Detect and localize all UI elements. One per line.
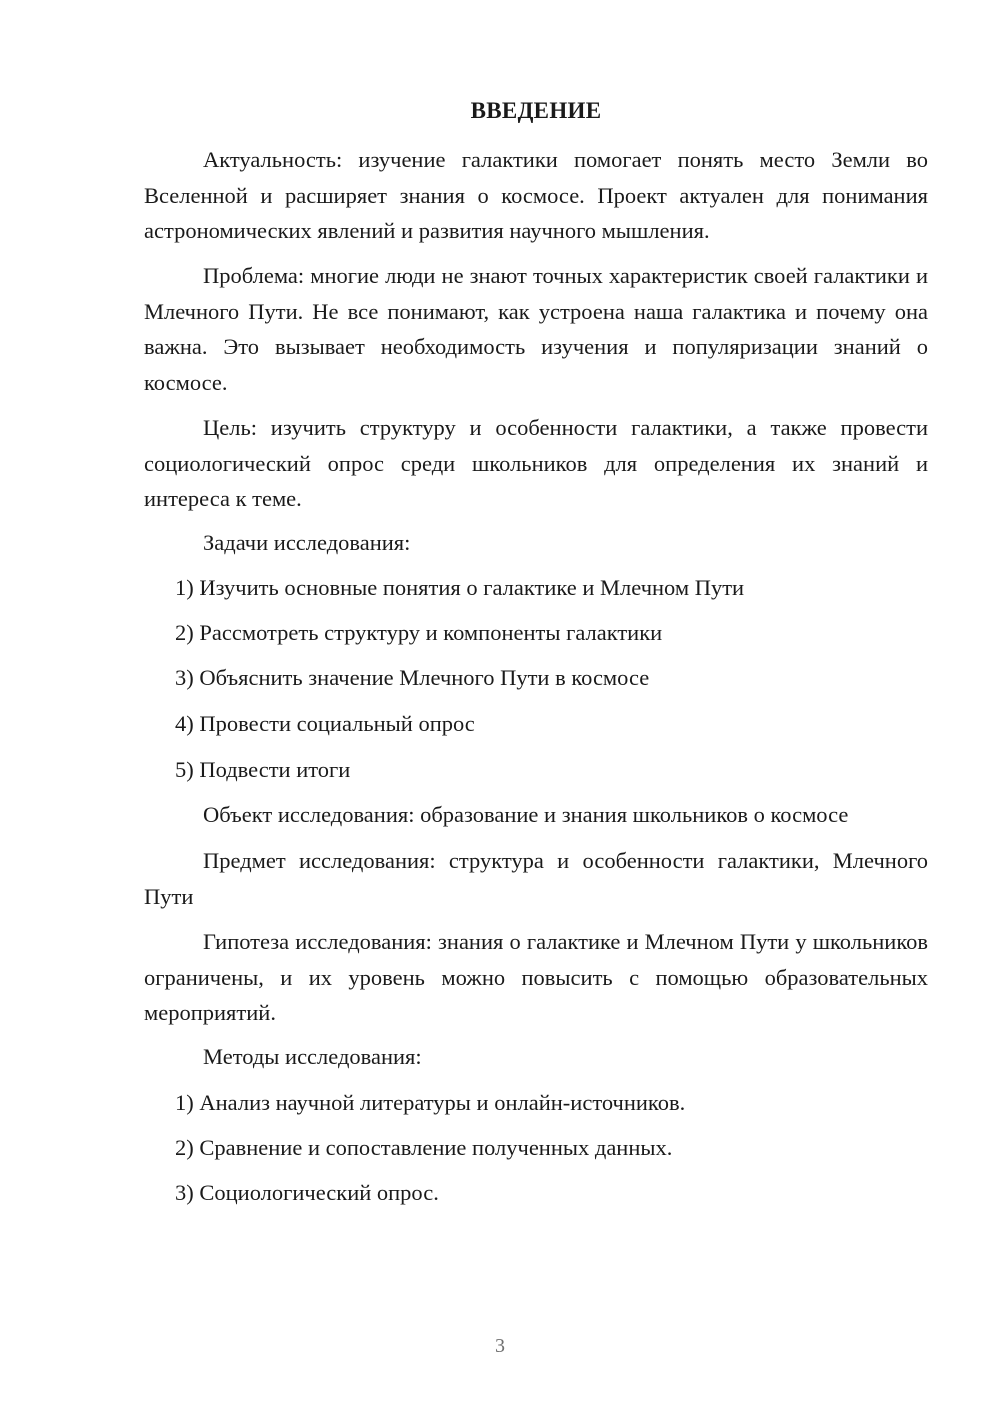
- method-item: 1) Анализ научной литературы и онлайн-источников.: [175, 1090, 686, 1115]
- object-paragraph: Объект исследования: образование и знания школьников о космосе: [203, 802, 849, 827]
- tasks-title: Задачи исследования:: [203, 530, 411, 555]
- task-item: 5) Подвести итоги: [175, 757, 351, 782]
- page-number: 3: [495, 1335, 505, 1357]
- task-item: 4) Провести социальный опрос: [175, 711, 475, 736]
- method-item: 2) Сравнение и сопоставление полученных данных.: [175, 1135, 673, 1160]
- page-title: ВВЕДЕНИЕ: [470, 98, 602, 123]
- task-item: 3) Объяснить значение Млечного Пути в космосе: [175, 665, 650, 690]
- problem-paragraph: Проблема: многие люди не знают точных характеристик своей галактики и Млечного Пути. Не все понимают, как устроена наша галактика и почему она важна. Это вызывает необходимость изучения и популяризации знаний о космосе.: [144, 263, 928, 395]
- subject-paragraph: Предмет исследования: структура и особенности галактики, Млечного Пути: [144, 848, 928, 909]
- method-item: 3) Социологический опрос.: [175, 1180, 439, 1205]
- relevance-paragraph: Актуальность: изучение галактики помогает понять место Земли во Вселенной и расширяет знания о космосе. Проект актуален для понимания астрономических явлений и развития научного мышления.: [144, 147, 928, 243]
- goal-paragraph: Цель: изучить структуру и особенности галактики, а также провести социологический опрос среди школьников для определения их знаний и интереса к теме.: [144, 415, 928, 511]
- methods-title: Методы исследования:: [203, 1044, 422, 1069]
- task-item: 1) Изучить основные понятия о галактике и Млечном Пути: [175, 575, 745, 600]
- hypothesis-paragraph: Гипотеза исследования: знания о галактике и Млечном Пути у школьников ограничены, и их уровень можно повысить с помощью образовательных мероприятий.: [144, 929, 928, 1025]
- task-item: 2) Рассмотреть структуру и компоненты галактики: [175, 620, 663, 645]
